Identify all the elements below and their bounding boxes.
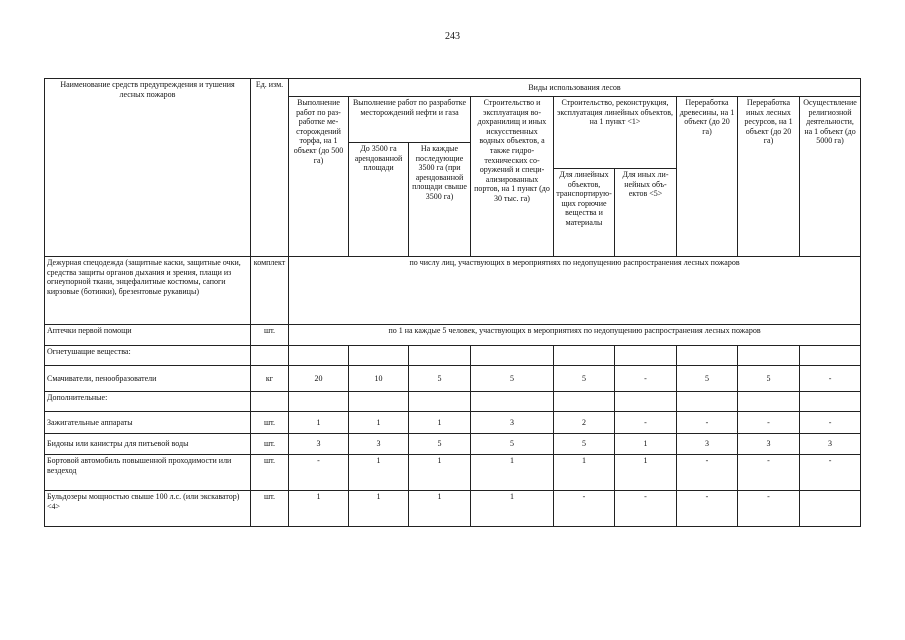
row-value: 1 bbox=[409, 491, 471, 527]
header-oilgas-sub1: До 3500 га арендованной площади bbox=[349, 143, 409, 257]
row-name: Дежурная спецодежда (защитные каски, защитные очки, средства защиты органов дыхания и зрения, плащи из огнеупорной ткани, энцефалитные костюмы, сапоги кирзовые (ботинки), брезентовые рукавицы) bbox=[45, 257, 251, 325]
row-value bbox=[615, 346, 677, 366]
header-linear: Строительство, реконструкция, эксплуатация линейных объектов, на 1 пункт <1> bbox=[554, 97, 677, 169]
row-value: 3 bbox=[677, 434, 738, 455]
row-value: 1 bbox=[409, 455, 471, 491]
row-value: 2 bbox=[554, 412, 615, 434]
row-value bbox=[554, 392, 615, 412]
row-value: - bbox=[738, 412, 800, 434]
header-linear-sub2: Для иных линейных объектов <5> bbox=[615, 169, 677, 257]
row-value: - bbox=[677, 412, 738, 434]
row-value: 3 bbox=[289, 434, 349, 455]
row-value bbox=[289, 346, 349, 366]
header-wood: Переработка древесины, на 1 объект (до 20 га) bbox=[677, 97, 738, 257]
row-unit: шт. bbox=[251, 455, 289, 491]
page-number: 243 bbox=[445, 31, 460, 42]
row-name: Бульдозеры мощностью свыше 100 л.с. (или экскаватор) <4> bbox=[45, 491, 251, 527]
row-value: 5 bbox=[738, 366, 800, 392]
row-value bbox=[677, 346, 738, 366]
row-value: 20 bbox=[289, 366, 349, 392]
row-span-text: по 1 на каждые 5 человек, участвующих в мероприятиях по недопущению распространения лесных пожаров bbox=[289, 325, 861, 346]
row-value: 3 bbox=[800, 434, 861, 455]
row-value bbox=[738, 346, 800, 366]
equipment-table bbox=[44, 78, 861, 527]
table-row bbox=[45, 455, 861, 491]
row-unit: шт. bbox=[251, 412, 289, 434]
table-row bbox=[45, 491, 861, 527]
row-value bbox=[677, 392, 738, 412]
table-row bbox=[45, 346, 861, 366]
row-unit bbox=[251, 346, 289, 366]
row-value: - bbox=[615, 412, 677, 434]
row-value: 5 bbox=[409, 366, 471, 392]
row-value bbox=[409, 392, 471, 412]
row-name: Аптечки первой помощи bbox=[45, 325, 251, 346]
row-value: 5 bbox=[471, 366, 554, 392]
row-value: - bbox=[800, 455, 861, 491]
row-value: 1 bbox=[615, 455, 677, 491]
row-value: - bbox=[289, 455, 349, 491]
row-name: Бидоны или канистры для питьевой воды bbox=[45, 434, 251, 455]
row-value: 3 bbox=[738, 434, 800, 455]
row-name: Зажигательные аппараты bbox=[45, 412, 251, 434]
row-value: 10 bbox=[349, 366, 409, 392]
row-unit: шт. bbox=[251, 325, 289, 346]
row-value bbox=[800, 346, 861, 366]
row-value: 1 bbox=[554, 455, 615, 491]
row-unit: шт. bbox=[251, 434, 289, 455]
table-row bbox=[45, 366, 861, 392]
header-name: Наименование средств предупреждения и тушения лесных пожаров bbox=[45, 79, 251, 257]
row-span-text: по числу лиц, участвующих в мероприятиях по недопущению распространения лесных пожаров bbox=[289, 257, 861, 325]
header-oilgas-sub2: На каждые последующие 3500 га (при арендованной площади свыше 3500 га) bbox=[409, 143, 471, 257]
row-unit: шт. bbox=[251, 491, 289, 527]
row-value bbox=[289, 392, 349, 412]
row-value: 5 bbox=[554, 434, 615, 455]
row-value: - bbox=[615, 366, 677, 392]
row-value bbox=[349, 392, 409, 412]
header-unit: Ед. изм. bbox=[251, 79, 289, 257]
table-row bbox=[45, 412, 861, 434]
row-value: 5 bbox=[409, 434, 471, 455]
row-value bbox=[471, 392, 554, 412]
row-value bbox=[554, 346, 615, 366]
row-value: 3 bbox=[349, 434, 409, 455]
header-other-resources: Переработка иных лесных ресурсов, на 1 объект (до 20 га) bbox=[738, 97, 800, 257]
row-value bbox=[615, 392, 677, 412]
row-value bbox=[409, 346, 471, 366]
row-value bbox=[800, 392, 861, 412]
header-reservoirs: Строительство и эксплуатация водохранилищ и иных искусственных водных объектов, а также гидротехнических сооружений и специализированных портов, на 1 пункт (до 30 тыс. га) bbox=[471, 97, 554, 257]
row-value: 1 bbox=[289, 491, 349, 527]
row-value: 1 bbox=[615, 434, 677, 455]
row-value: 1 bbox=[471, 491, 554, 527]
row-value: - bbox=[738, 491, 800, 527]
header-group-title: Виды использования лесов bbox=[289, 79, 861, 97]
row-value: 5 bbox=[554, 366, 615, 392]
row-value bbox=[738, 392, 800, 412]
row-name: Бортовой автомобиль повышенной проходимости или вездеход bbox=[45, 455, 251, 491]
row-value: 1 bbox=[349, 491, 409, 527]
row-value: 5 bbox=[471, 434, 554, 455]
row-name: Смачиватели, пенообразователи bbox=[45, 366, 251, 392]
table-row bbox=[45, 257, 861, 325]
header-religious: Осуществление религиозной деятельности, на 1 объект (до 5000 га) bbox=[800, 97, 861, 257]
row-value: 3 bbox=[471, 412, 554, 434]
row-unit bbox=[251, 392, 289, 412]
row-value bbox=[800, 491, 861, 527]
table-row bbox=[45, 325, 861, 346]
row-name: Дополнительные: bbox=[45, 392, 251, 412]
row-value: - bbox=[615, 491, 677, 527]
header-peat: Выполнение работ по разработке месторождений торфа, на 1 объект (до 500 га) bbox=[289, 97, 349, 257]
row-value: 1 bbox=[349, 412, 409, 434]
row-value bbox=[349, 346, 409, 366]
row-unit: кг bbox=[251, 366, 289, 392]
row-value: - bbox=[677, 455, 738, 491]
row-value: - bbox=[554, 491, 615, 527]
row-value: - bbox=[800, 412, 861, 434]
row-value: 1 bbox=[349, 455, 409, 491]
table-row bbox=[45, 392, 861, 412]
row-value: 1 bbox=[471, 455, 554, 491]
row-name: Огнетушащие вещества: bbox=[45, 346, 251, 366]
row-value: - bbox=[800, 366, 861, 392]
row-value: - bbox=[738, 455, 800, 491]
table-row bbox=[45, 434, 861, 455]
row-value bbox=[471, 346, 554, 366]
row-value: - bbox=[677, 491, 738, 527]
row-value: 1 bbox=[409, 412, 471, 434]
row-value: 1 bbox=[289, 412, 349, 434]
header-oilgas: Выполнение работ по разработке месторождений нефти и газа bbox=[349, 97, 471, 143]
row-unit: комплект bbox=[251, 257, 289, 325]
row-value: 5 bbox=[677, 366, 738, 392]
header-linear-sub1: Для линейных объектов, транспортирующих горючие вещества и материалы bbox=[554, 169, 615, 257]
